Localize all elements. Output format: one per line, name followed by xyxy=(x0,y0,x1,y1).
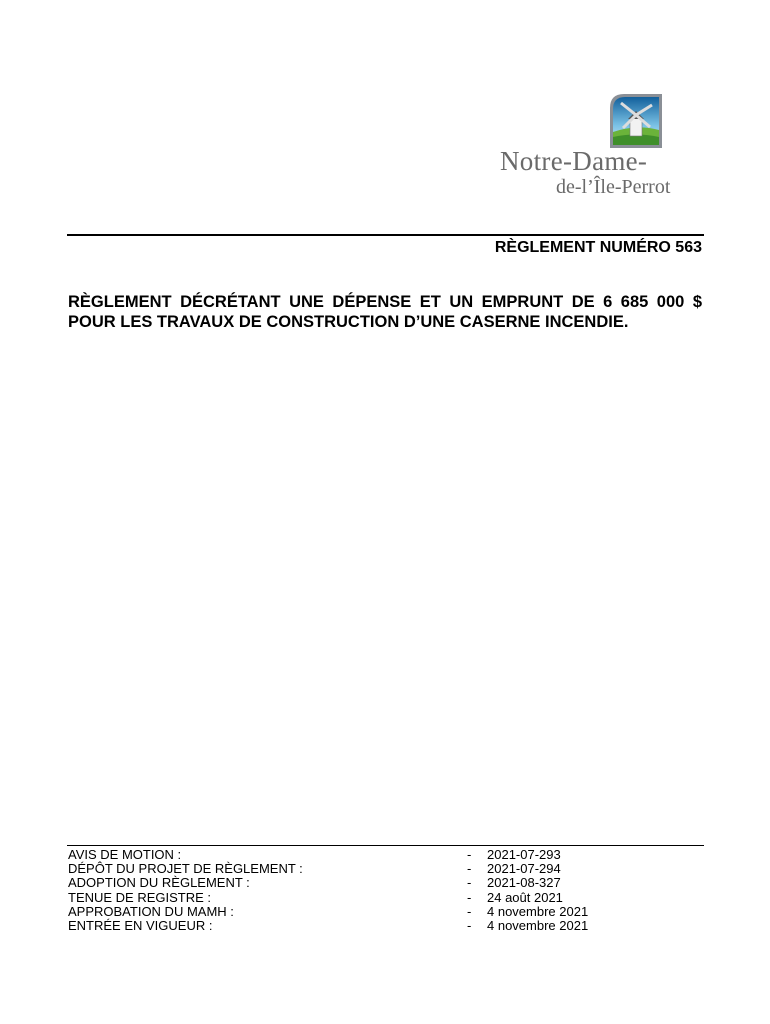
step-label: TENUE DE REGISTRE : xyxy=(68,889,212,905)
step-dash: - xyxy=(467,861,472,877)
step-value: 2021-07-293 xyxy=(487,847,561,862)
step-row xyxy=(68,862,668,876)
step-dash: - xyxy=(467,875,472,891)
step-dash: - xyxy=(467,889,472,905)
step-label: DÉPÔT DU PROJET DE RÈGLEMENT : xyxy=(68,861,303,877)
adoption-steps xyxy=(68,848,668,933)
step-value: 24 août 2021 xyxy=(487,889,563,905)
step-label: ENTRÉE EN VIGUEUR : xyxy=(68,917,213,933)
step-dash: - xyxy=(467,847,472,862)
step-label: APPROBATION DU MAMH : xyxy=(68,903,234,919)
step-value: 2021-07-294 xyxy=(487,861,561,877)
step-dash: - xyxy=(467,917,472,933)
reglement-number: RÈGLEMENT NUMÉRO 563 xyxy=(494,239,702,256)
step-row xyxy=(68,848,668,862)
municipality-logo xyxy=(500,90,705,200)
step-dash: - xyxy=(467,903,472,919)
step-label: ADOPTION DU RÈGLEMENT : xyxy=(68,875,250,891)
header-divider xyxy=(67,234,704,236)
step-row xyxy=(68,919,668,933)
step-row xyxy=(68,905,668,919)
footer-divider xyxy=(67,845,704,846)
step-label: AVIS DE MOTION : xyxy=(68,847,182,862)
reglement-title: RÈGLEMENT DÉCRÉTANT UNE DÉPENSE ET UN EMPRUNT DE 6 685 000 $ POUR LES TRAVAUX DE CONSTRUCTION D’UNE CASERNE INCENDIE. xyxy=(68,293,702,331)
step-row xyxy=(68,876,668,890)
step-row xyxy=(68,891,668,905)
step-value: 4 novembre 2021 xyxy=(487,903,589,919)
logo-subtitle: de-l’Île-Perrot xyxy=(556,176,671,198)
step-value: 2021-08-327 xyxy=(487,875,561,891)
step-value: 4 novembre 2021 xyxy=(487,917,589,933)
windmill-icon xyxy=(606,90,666,152)
logo-wordmark: Notre-Dame- xyxy=(500,146,648,176)
